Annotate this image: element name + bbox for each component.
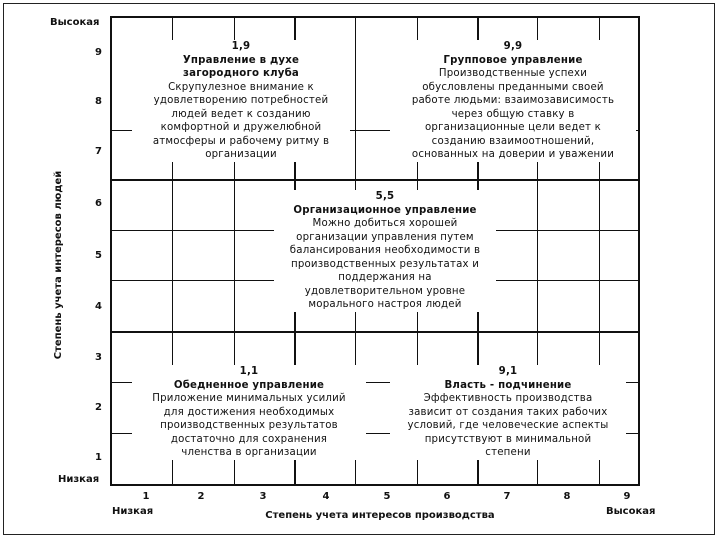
style-text-line: Производственные успехи bbox=[438, 68, 588, 79]
x-tick-2: 2 bbox=[197, 491, 205, 502]
x-tick-9: 9 bbox=[623, 491, 631, 502]
y-tick-5: 5 bbox=[95, 250, 102, 261]
style-text-line: поддержания на bbox=[338, 272, 432, 283]
style-text-line: основанных на доверии и уважении bbox=[411, 149, 615, 160]
x-tick-4: 4 bbox=[322, 491, 330, 502]
style-text-line: через общую ставку в bbox=[451, 108, 575, 120]
style-text-line: членства в организации bbox=[181, 447, 317, 458]
style-text-line: людей ведет к созданию bbox=[171, 108, 311, 120]
style-title-country-club-line2: загородного клуба bbox=[183, 68, 299, 79]
y-tick-6: 6 bbox=[95, 198, 102, 209]
style-text-line: удовлетворению потребностей bbox=[153, 95, 329, 106]
y-tick-4: 4 bbox=[95, 301, 102, 312]
x-axis-title: Степень учета интересов производства bbox=[265, 510, 495, 521]
style-text-line: зависит от создания таких рабочих bbox=[408, 406, 608, 418]
style-text-line: организации bbox=[205, 149, 277, 160]
managerial-grid bbox=[110, 16, 640, 486]
style-box-impoverished bbox=[132, 365, 366, 460]
grid-line-h7 bbox=[112, 179, 638, 181]
style-text-line: Приложение минимальных усилий bbox=[152, 393, 346, 404]
style-box-middle bbox=[274, 190, 496, 312]
style-text-line: комфортной и дружелюбной bbox=[160, 122, 322, 133]
style-text-line: атмосферы и рабочему ритму в bbox=[152, 135, 330, 147]
x-tick-7: 7 bbox=[503, 491, 511, 502]
y-axis-title: Степень учета интересов людей bbox=[53, 170, 64, 360]
x-tick-8: 8 bbox=[563, 491, 571, 502]
style-coord-1-1: 1,1 bbox=[239, 366, 259, 377]
style-text-line: степени bbox=[485, 447, 531, 458]
style-text-line: Эффективность производства bbox=[423, 393, 593, 404]
style-box-country-club bbox=[132, 40, 350, 162]
style-coord-1-9: 1,9 bbox=[231, 41, 251, 52]
style-coord-5-5: 5,5 bbox=[375, 191, 395, 202]
grid-line-h4 bbox=[112, 331, 638, 333]
style-text-line: обусловлены преданными своей bbox=[422, 81, 604, 93]
style-text-line: для достижения необходимых bbox=[163, 406, 335, 418]
style-box-team bbox=[390, 40, 636, 162]
style-text-line: организации управления путем bbox=[296, 231, 474, 243]
style-title-team: Групповое управление bbox=[443, 54, 583, 66]
x-tick-6: 6 bbox=[443, 491, 451, 502]
style-text-line: условий, где человеческие аспекты bbox=[407, 420, 609, 431]
style-text-line: морального настроя людей bbox=[308, 299, 462, 310]
style-text-line: производственных результатах и bbox=[290, 258, 480, 270]
style-text-line: работе людьми: взаимозависимость bbox=[411, 95, 615, 106]
x-axis-high-label: Высокая bbox=[606, 506, 656, 517]
style-title-authority: Власть - подчинение bbox=[444, 379, 572, 391]
x-tick-1: 1 bbox=[142, 491, 150, 502]
style-text-line: присутствуют в минимальной bbox=[424, 433, 592, 445]
style-title-impoverished: Обедненное управление bbox=[173, 379, 325, 391]
y-tick-2: 2 bbox=[95, 402, 102, 413]
y-tick-9: 9 bbox=[95, 47, 102, 58]
x-tick-5: 5 bbox=[383, 491, 391, 502]
style-text-line: производственных результатов bbox=[160, 420, 338, 431]
style-title-country-club-line1: Управление в духе bbox=[182, 54, 300, 66]
y-axis-low-label: Низкая bbox=[58, 474, 100, 485]
style-text-line: Можно добиться хорошей bbox=[312, 218, 458, 229]
style-text-line: созданию взаимоотношений, bbox=[431, 135, 595, 147]
y-tick-3: 3 bbox=[95, 352, 102, 363]
y-tick-7: 7 bbox=[95, 146, 102, 157]
x-axis-low-label: Низкая bbox=[112, 506, 154, 517]
x-tick-3: 3 bbox=[259, 491, 267, 502]
style-coord-9-9: 9,9 bbox=[503, 41, 523, 52]
style-text-line: достаточно для сохранения bbox=[170, 433, 328, 445]
y-axis-high-label: Высокая bbox=[50, 17, 100, 28]
y-tick-8: 8 bbox=[95, 96, 102, 107]
style-title-middle: Организационное управление bbox=[293, 204, 477, 216]
style-box-authority bbox=[390, 365, 626, 460]
style-text-line: балансирования необходимости в bbox=[289, 245, 481, 256]
style-text-line: удовлетворительном уровне bbox=[304, 285, 466, 297]
style-text-line: Скрупулезное внимание к bbox=[168, 81, 314, 93]
style-coord-9-1: 9,1 bbox=[498, 366, 518, 377]
style-text-line: организационные цели ведет к bbox=[425, 122, 601, 133]
y-tick-1: 1 bbox=[95, 452, 102, 463]
